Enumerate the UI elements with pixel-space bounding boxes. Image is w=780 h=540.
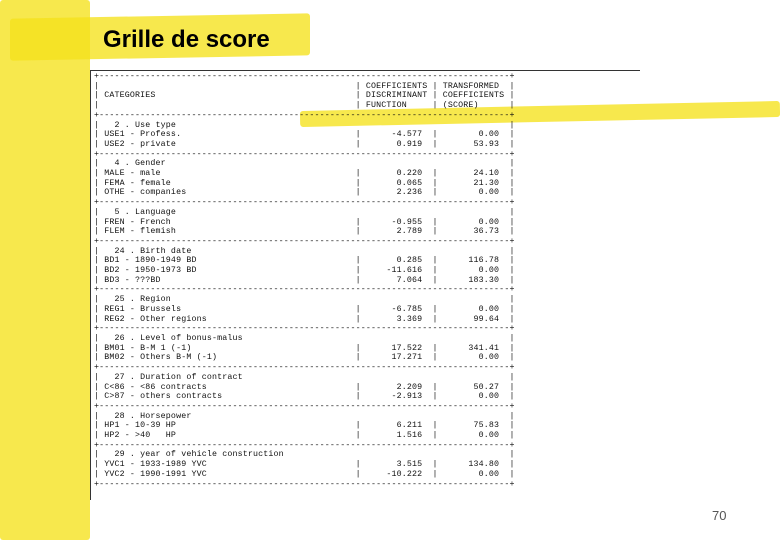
table-left-rule bbox=[90, 70, 91, 500]
slide-title: Grille de score bbox=[103, 26, 270, 53]
highlighter-left-band bbox=[0, 0, 90, 540]
score-grid-table: +--------------------------------------------------------------------------------+ | | COEFFICIENTS | TRANSFORMED | | CATEGORIES | DISCRIMINANT | COEFFICIENTS | | | FUNCTION | (SCORE) | +--------------------------------------------------------------------------------+ | 2 . Use type | | USE1 - Profess. | -4.577 | 0.00 | | USE2 - private | 0.919 | 53.93 | +--------------------------------------------------------------------------------+ | 4 . Gender | | MALE - male | 0.220 | 24.10 | | FEMA - female | 0.065 | 21.30 | | OTHE - companies | 2.236 | 0.00 | +--------------------------------------------------------------------------------+ | 5 . Language | | FREN - French | -0.955 | 0.00 | | FLEM - flemish | 2.789 | 36.73 | +--------------------------------------------------------------------------------+ | 24 . Birth date | | BD1 - 1890-1949 BD | 0.285 | 116.78 | | BD2 - 1950-1973 BD | -11.616 | 0.00 | | BD3 - ???BD | 7.064 | 183.30 | +--------------------------------------------------------------------------------+ | 25 . Region | | REG1 - Brussels | -6.785 | 0.00 | | REG2 - Other regions | 3.369 | 99.64 | +--------------------------------------------------------------------------------+ | 26 . Level of bonus-malus | | BM01 - B-M 1 (-1) | 17.522 | 341.41 | | BM02 - Others B-M (-1) | 17.271 | 0.00 | +--------------------------------------------------------------------------------+ | 27 . Duration of contract | | C<86 - <86 contracts | 2.209 | 50.27 | | C>87 - others contracts | -2.913 | 0.00 | +--------------------------------------------------------------------------------+ | 28 . Horsepower | | HP1 - 10-39 HP | 6.211 | 75.83 | | HP2 - >40 HP | 1.516 | 0.00 | +--------------------------------------------------------------------------------+ | 29 . year of vehicle construction | | YVC1 - 1933-1989 YVC | 3.515 | 134.80 | | YVC2 - 1990-1991 YVC | -10.222 | 0.00 | +--------------------------------------------------------------------------------+ bbox=[94, 72, 515, 489]
page-number: 70 bbox=[712, 508, 727, 523]
